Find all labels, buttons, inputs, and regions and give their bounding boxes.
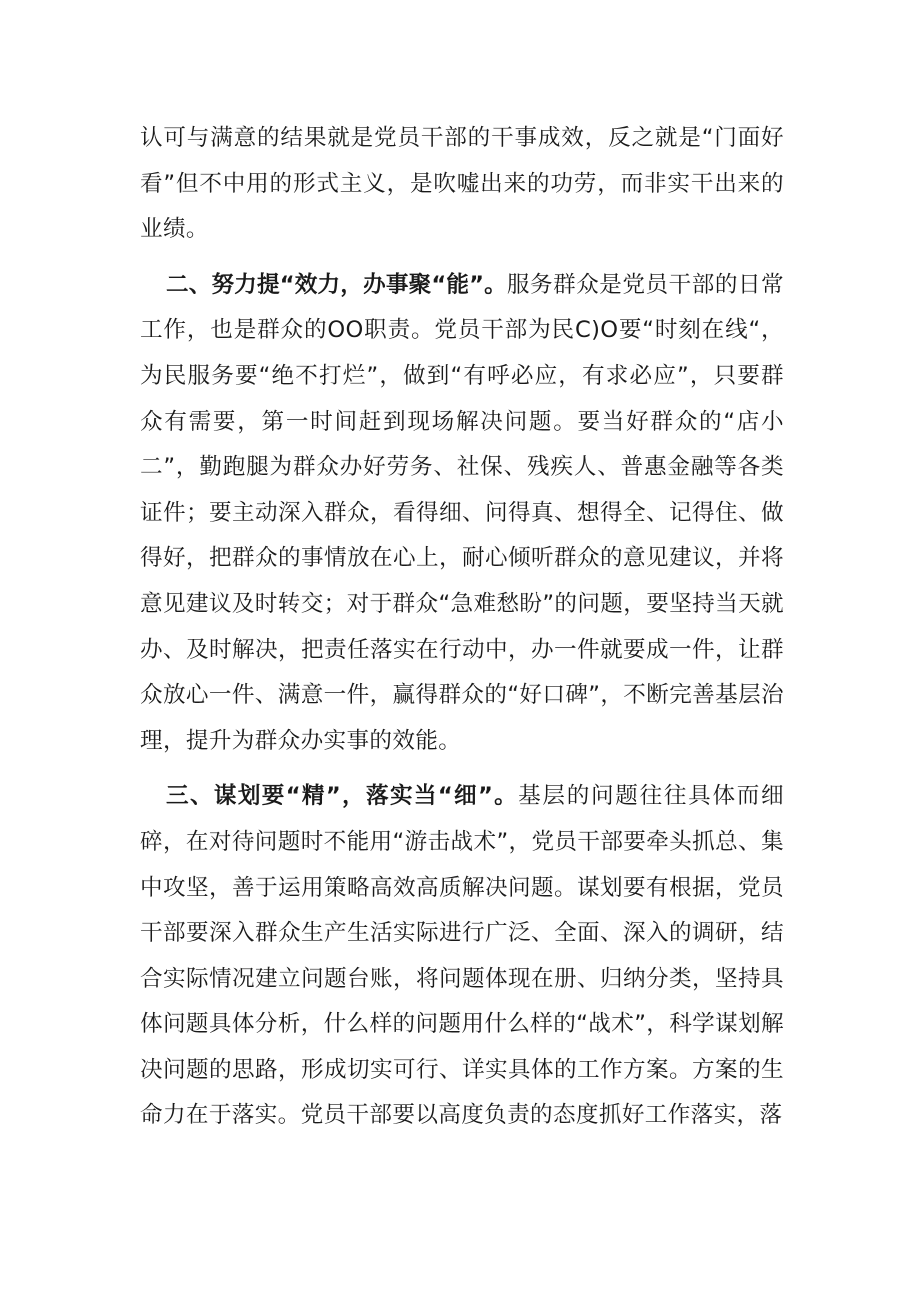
paragraph-1-text: 认可与满意的结果就是党员干部的干事成效，反之就是“门面好看”但不中用的形式主义，是吹嘘出来的功劳，而非实干出来的业绩。 [140, 125, 784, 243]
paragraph-1 [140, 116, 784, 253]
document-page [140, 116, 784, 1139]
paragraph-2-text: 服务群众是党员干部的日常工作，也是群众的OO职责。党员干部为民C)O要“时刻在线“，为民服务要“绝不打烂”，做到“有呼必应，有求必应”，只要群众有需要，第一时间赶到现场解决问题。要当好群众的“店小二”，勤跑腿为群众办好劳务、社保、残疾人、普惠金融等各类证件；要主动深入群众，看得细、问得真、想得全、记得住、做得好，把群众的事情放在心上，耐心倾听群众的意见建议，并将意见建议及时转交；对于群众“急难愁盼”的问题，要坚持当天就办、及时解决，把责任落实在行动中，办一件就要成一件，让群众放心一件、满意一件，赢得群众的“好口碑”，不断完善基层治理，提升为群众办实事的效能。 [140, 271, 784, 754]
paragraph-3 [140, 774, 784, 1139]
section-heading-3: 三、谋划要“精”，落实当“细”。 [166, 783, 519, 810]
section-heading-2: 二、努力提“效力，办事聚“能”。 [166, 271, 507, 298]
paragraph-3-text: 基层的问题往往具体而细碎，在对待问题时不能用“游击战术”，党员干部要牵头抓总、集中攻坚，善于运用策略高效高质解决问题。谋划要有根据，党员干部要深入群众生产生活实际进行广泛、全面、深入的调研，结合实际情况建立问题台账，将问题体现在册、归纳分类，坚持具体问题具体分析，什么样的问题用什么样的“战术”，科学谋划解决问题的思路，形成切实可行、详实具体的工作方案。方案的生命力在于落实。党员干部要以高度负责的态度抓好工作落实，落 [140, 783, 784, 1129]
paragraph-2 [140, 263, 784, 765]
